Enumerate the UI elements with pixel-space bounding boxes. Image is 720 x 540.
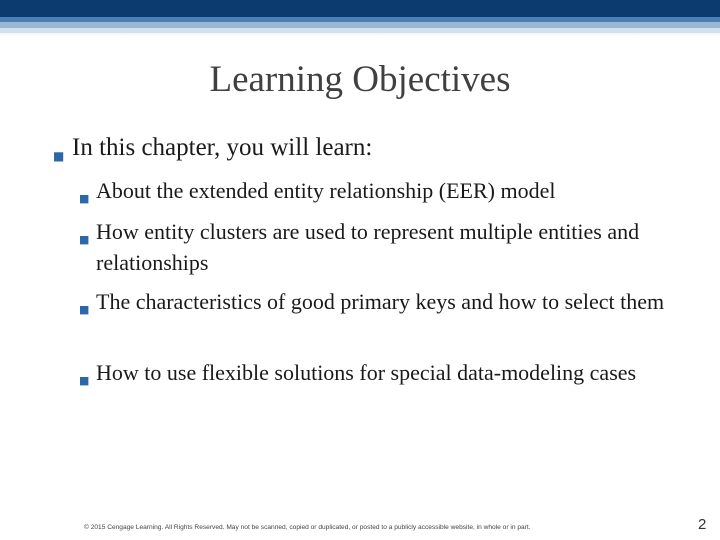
sub-bullet-text: About the extended entity relationship (EER) model <box>96 178 556 203</box>
copyright-footer: © 2015 Cengage Learning. All Rights Reserved. May not be scanned, copied or duplicated, or posted to a publicly accessible website, in whole or in part. <box>84 524 531 531</box>
sub-bullet-text: How to use flexible solutions for special data-modeling cases <box>96 360 637 385</box>
slide-title: Learning Objectives <box>209 59 511 100</box>
page-number: 2 <box>698 516 707 533</box>
bullet-intro <box>53 133 373 163</box>
header-band <box>0 0 720 36</box>
square-bullet-icon: ■ <box>79 192 90 205</box>
square-bullet-icon: ■ <box>79 303 90 316</box>
sub-bullet-2 <box>79 216 686 278</box>
sub-bullet-3 <box>79 286 686 317</box>
square-bullet-icon: ■ <box>79 233 90 246</box>
sub-bullet-1 <box>79 175 686 206</box>
square-bullet-icon: ■ <box>53 149 65 163</box>
bullet-intro-text: In this chapter, you will learn: <box>72 134 373 161</box>
sub-bullet-text: The characteristics of good primary keys and how to select them <box>96 289 665 314</box>
sub-bullet-text: How entity clusters are used to represent multiple entities and relationships <box>96 219 640 275</box>
sub-bullet-4 <box>79 357 686 388</box>
square-bullet-icon: ■ <box>79 374 90 387</box>
